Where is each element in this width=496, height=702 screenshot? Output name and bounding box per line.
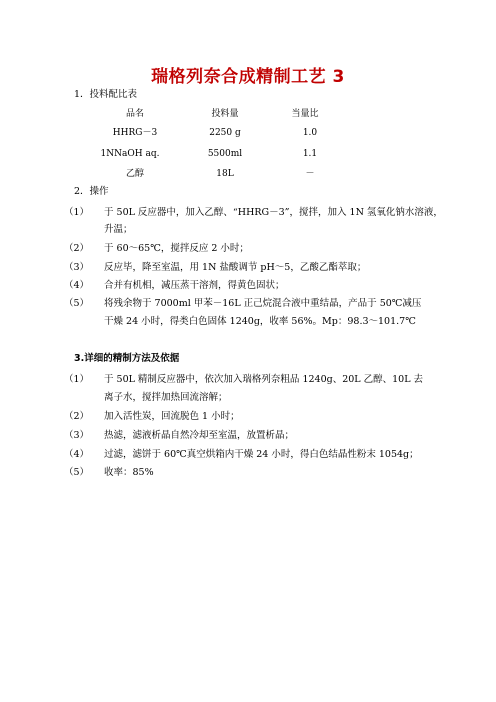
page-title: 瑞格列奈合成精制工艺 3 bbox=[151, 67, 345, 87]
step-text: 加入活性炭，回流脱色 1 小时； bbox=[104, 411, 240, 422]
table-header-name: 品名 bbox=[125, 109, 144, 119]
table-cell: 1.1 bbox=[302, 149, 318, 159]
table-cell: 2250 g bbox=[209, 128, 241, 138]
step-text: 离子水，搅拌加热回流溶解； bbox=[104, 392, 228, 403]
table-cell: 乙醇 bbox=[125, 169, 144, 179]
table-cell: 5500ml bbox=[207, 149, 243, 159]
table-cell: 1NNaOH aq. bbox=[100, 149, 160, 159]
step-number: （2） bbox=[64, 243, 90, 254]
step-number: （4） bbox=[64, 280, 90, 291]
step-text: 于 50L 精制反应器中，依次加入瑞格列奈粗品 1240g、20L 乙醇、10L 去 bbox=[104, 374, 424, 385]
step-text: 将残余物于 7000ml 甲苯－16L 正己烷混合液中重结晶，产品于 50℃减压 bbox=[104, 298, 422, 309]
step-text: 于 50L 反应器中，加入乙醇、“HHRG－3”，搅拌，加入 1N 氢氧化钠水溶液， bbox=[104, 207, 443, 218]
table-cell: 18L bbox=[216, 169, 234, 179]
step-text: 收率：85% bbox=[104, 467, 154, 478]
table-cell: 1.0 bbox=[302, 128, 318, 138]
step-text: 反应毕，降至室温，用 1N 盐酸调节 pH～5，乙酸乙酯萃取； bbox=[104, 262, 367, 273]
table-cell: HHRG－3 bbox=[112, 128, 158, 138]
step-number: （4） bbox=[64, 449, 90, 460]
step-number: （3） bbox=[64, 430, 90, 441]
step-number: （5） bbox=[64, 298, 90, 309]
step-number: （2） bbox=[64, 411, 90, 422]
step-text: 热滤，滤液析晶自然冷却至室温，放置析晶； bbox=[104, 430, 295, 441]
step-text: 干燥 24 小时，得类白色固体 1240g，收率 56%。Mp：98.3～101.7℃ bbox=[104, 316, 416, 327]
step-number: （5） bbox=[64, 467, 90, 478]
section-2-heading: 2．操作 bbox=[74, 186, 109, 197]
step-text: 于 60～65℃，搅拌反应 2 小时； bbox=[104, 243, 249, 254]
step-number: （1） bbox=[64, 207, 90, 218]
step-text: 升温； bbox=[104, 224, 133, 235]
table-header-ratio: 当量比 bbox=[291, 109, 319, 119]
step-text: 合并有机相，减压蒸干溶剂，得黄色固状； bbox=[104, 280, 285, 291]
step-number: （3） bbox=[64, 262, 90, 273]
section-1-heading: 1．投料配比表 bbox=[74, 89, 138, 100]
table-header-amount: 投料量 bbox=[211, 109, 239, 119]
step-text: 过滤，滤饼于 60℃真空烘箱内干燥 24 小时，得白色结晶性粉末 1054g； bbox=[104, 449, 419, 460]
step-number: （1） bbox=[64, 374, 90, 385]
section-3-heading: 3.详细的精制方法及依据 bbox=[74, 353, 180, 364]
table-cell: － bbox=[305, 169, 315, 179]
